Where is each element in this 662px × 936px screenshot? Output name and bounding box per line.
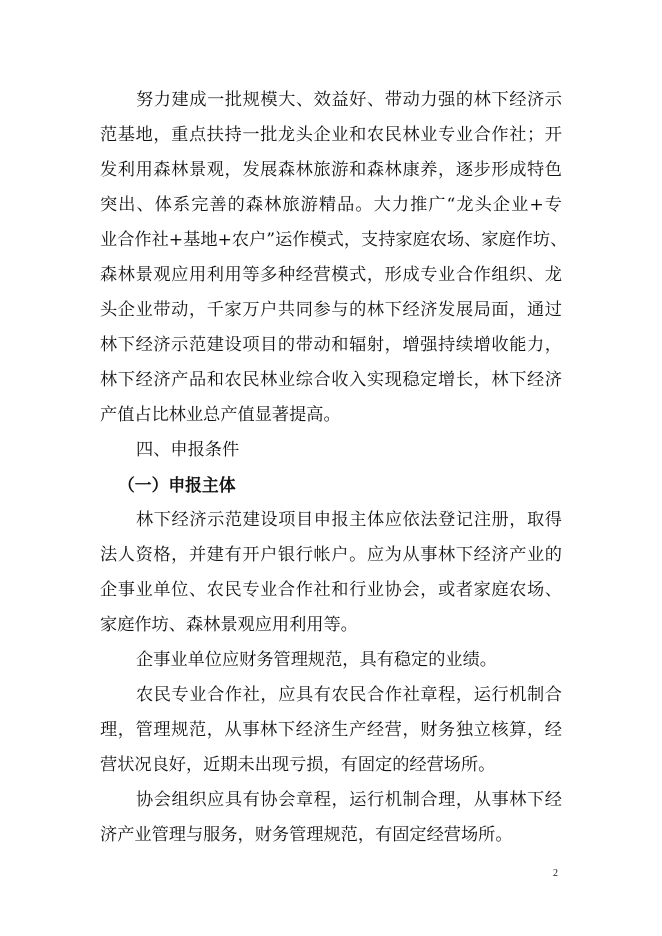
paragraph-goal-line: 努力建成一批规模大、效益好、带动力强的林下经济示 <box>136 90 562 110</box>
page-number: 2 <box>553 868 558 879</box>
paragraph-subject-line: 法人资格，并建有开户银行帐户。应为从事林下经济产业的 <box>100 545 562 565</box>
paragraph-goal-line: 森林景观应用利用等多种经营模式，形成专业合作组织、龙 <box>100 265 562 285</box>
paragraph-goal-line: 范基地，重点扶持一批龙头企业和农民林业专业合作社；开 <box>100 125 562 145</box>
paragraph-goal-line: 林下经济示范建设项目的带动和辐射，增强持续增收能力， <box>100 335 562 355</box>
paragraph-subject-line: 企事业单位、农民专业合作社和行业协会，或者家庭农场、 <box>100 580 562 600</box>
paragraph-cooperative-line: 营状况良好，近期未出现亏损，有固定的经营场所。 <box>100 755 496 775</box>
section-heading: 四、申报条件 <box>136 440 240 460</box>
paragraph-goal-line: 产值占比林业总产值显著提高。 <box>100 405 341 425</box>
paragraph-goal-line: 突出、体系完善的森林旅游精品。大力推广“龙头企业+专 <box>100 195 562 215</box>
subsection-heading: （一）申报主体 <box>118 475 236 495</box>
paragraph-subject-line: 林下经济示范建设项目申报主体应依法登记注册，取得 <box>136 510 562 530</box>
paragraph-goal-line: 头企业带动，千家万户共同参与的林下经济发展局面，通过 <box>100 300 562 320</box>
paragraph-goal-line: 发利用森林景观，发展森林旅游和森林康养，逐步形成特色 <box>100 160 562 180</box>
paragraph-goal-line: 林下经济产品和农民林业综合收入实现稳定增长，林下经济 <box>100 370 562 390</box>
paragraph-enterprise-line: 企事业单位应财务管理规范，具有稳定的业绩。 <box>136 650 497 670</box>
paragraph-cooperative-line: 理，管理规范，从事林下经济生产经营，财务独立核算，经 <box>100 720 562 740</box>
paragraph-association-line: 协会组织应具有协会章程，运行机制合理，从事林下经 <box>136 790 562 810</box>
paragraph-cooperative-line: 农民专业合作社，应具有农民合作社章程，运行机制合 <box>136 685 562 705</box>
paragraph-goal-line: 业合作社+基地+农户”运作模式，支持家庭农场、家庭作坊、 <box>100 230 568 250</box>
paragraph-association-line: 济产业管理与服务，财务管理规范，有固定经营场所。 <box>100 825 513 845</box>
paragraph-subject-line: 家庭作坊、森林景观应用利用等。 <box>100 615 358 635</box>
